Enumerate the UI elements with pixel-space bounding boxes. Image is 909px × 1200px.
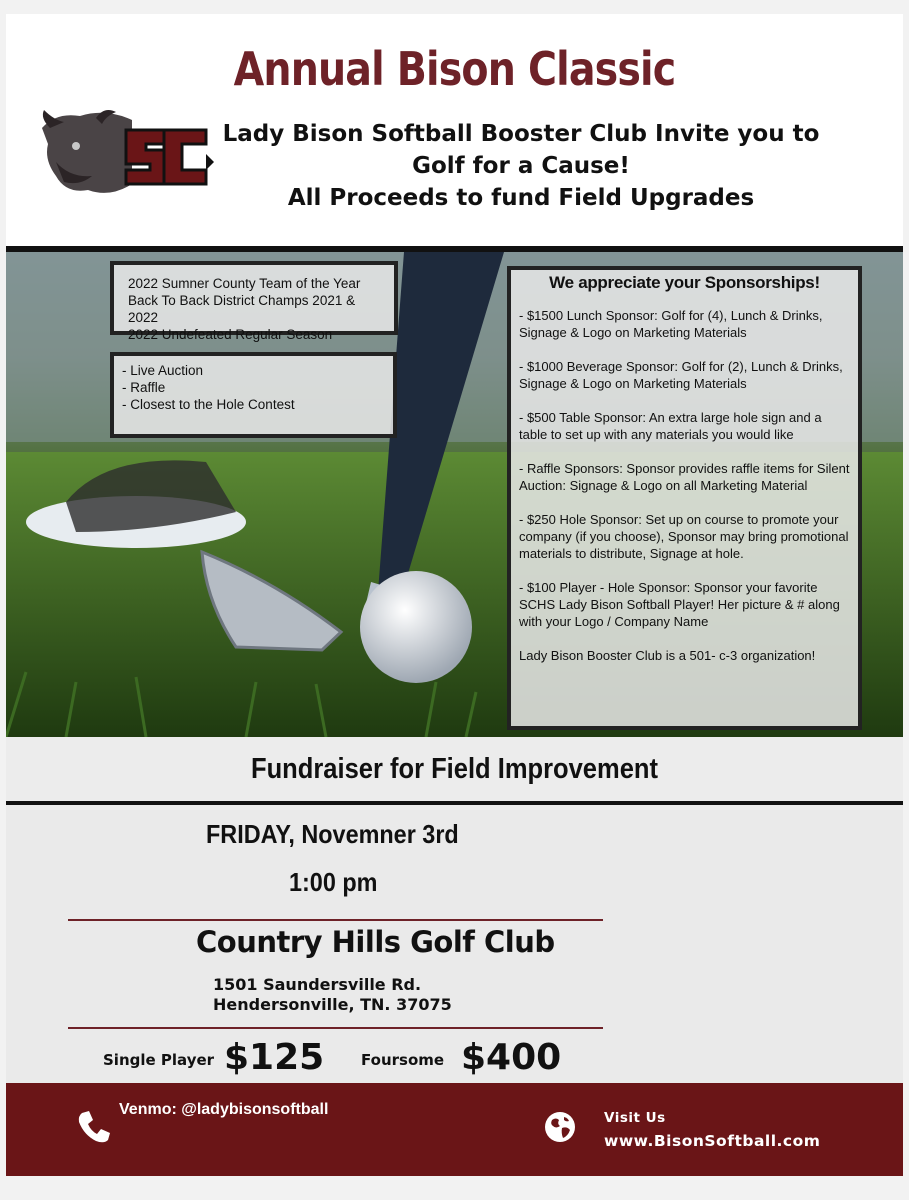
page-title: Annual Bison Classic — [233, 42, 676, 96]
sponsorship-item: - $1000 Beverage Sponsor: Golf for (2), Lunch & Drinks, Signage & Logo on Marketing Materials — [519, 359, 843, 391]
sponsorship-item: - $250 Hole Sponsor: Set up on course to promote your company (if you choose), Sponsor may bring promotional materials to distribute, Signage at hole. — [519, 512, 849, 561]
foursome-price: $400 — [461, 1037, 562, 1078]
visit-us-label: Visit Us — [604, 1110, 666, 1126]
sponsorship-item: - Raffle Sponsors: Sponsor provides raffle items for Silent Auction: Signage & Logo on all Marketing Material — [519, 461, 850, 493]
invite-line-2: Golf for a Cause! — [412, 153, 630, 179]
sponsorship-item: - $500 Table Sponsor: An extra large hole sign and a table to set up with any materials you would like — [519, 410, 822, 442]
achievement-item: 2022 Sumner County Team of the Year — [128, 276, 361, 291]
sponsorships-heading: We appreciate your Sponsorships! — [549, 273, 820, 292]
sponsorships-panel — [507, 266, 862, 730]
achievements-panel — [110, 261, 398, 342]
event-item: - Closest to the Hole Contest — [122, 397, 295, 412]
achievement-item: Back To Back District Champs 2021 & 2022 — [128, 293, 356, 325]
sponsorship-item: - $100 Player - Hole Sponsor: Sponsor your favorite SCHS Lady Bison Softball Player! Her picture & # along with your Logo / Company Name — [519, 580, 840, 629]
website-link[interactable]: www.BisonSoftball.com — [604, 1132, 821, 1150]
bison-logo — [36, 106, 216, 202]
foursome-label: Foursome — [361, 1051, 445, 1069]
single-player-label: Single Player — [103, 1051, 215, 1069]
fundraiser-title: Fundraiser for Field Improvement — [251, 753, 658, 785]
event-date: FRIDAY, Novemner 3rd — [206, 819, 459, 849]
footer — [6, 1083, 903, 1176]
golf-photo — [6, 246, 903, 737]
venue-address-line-1: 1501 Saundersville Rd. — [213, 975, 422, 994]
phone-icon — [76, 1109, 112, 1145]
divider — [68, 919, 603, 921]
single-player-price: $125 — [224, 1037, 325, 1078]
venue-address-line-2: Hendersonville, TN. 37075 — [213, 995, 452, 1014]
invite-line-1: Lady Bison Softball Booster Club Invite you to — [222, 121, 820, 147]
event-item: - Raffle — [122, 380, 166, 395]
flyer — [6, 14, 903, 1176]
nonprofit-note: Lady Bison Booster Club is a 501- c-3 organization! — [519, 648, 816, 663]
event-details — [6, 805, 903, 1083]
event-item: - Live Auction — [122, 363, 204, 378]
venue-name: Country Hills Golf Club — [196, 925, 555, 959]
divider — [68, 1027, 603, 1029]
events-panel — [110, 352, 397, 438]
sponsorship-item: - $1500 Lunch Sponsor: Golf for (4), Lunch & Drinks, Signage & Logo on Marketing Materials — [519, 308, 823, 340]
venmo-handle: Venmo: @ladybisonsoftball — [119, 1101, 329, 1118]
invite-line-3: All Proceeds to fund Field Upgrades — [287, 185, 755, 211]
invite-text — [211, 118, 831, 214]
event-time: 1:00 pm — [289, 867, 378, 897]
globe-icon — [544, 1111, 576, 1143]
achievement-item: 2022 Undefeated Regular Season — [128, 327, 333, 342]
fundraiser-band — [6, 737, 903, 805]
